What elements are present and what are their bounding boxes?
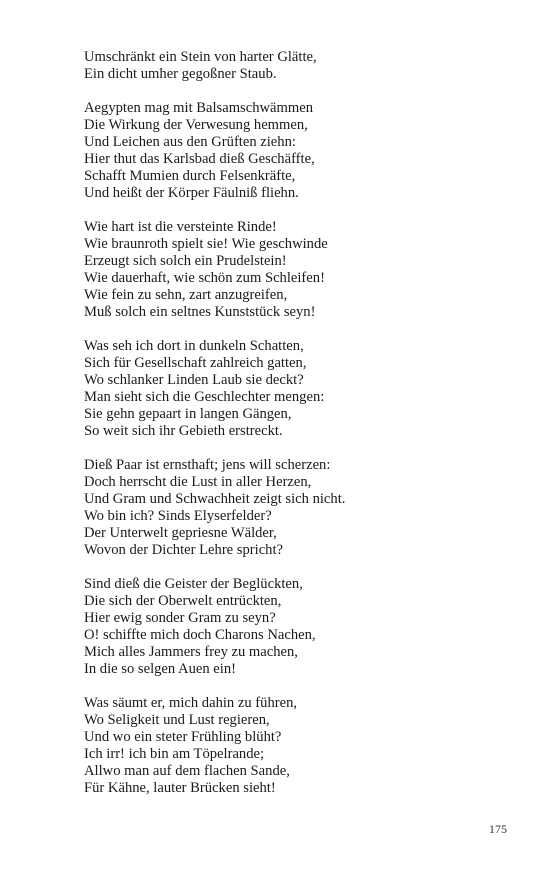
poem-line: Wo schlanker Linden Laub sie deckt?: [84, 372, 304, 388]
poem-line: Was seh ich dort in dunkeln Schatten,: [84, 338, 304, 354]
poem-line: Mich alles Jammers frey zu machen,: [84, 644, 298, 660]
poem-line: Der Unterwelt gepriesne Wälder,: [84, 525, 277, 541]
poem-line: Wie fein zu sehn, zart anzugreifen,: [84, 287, 288, 303]
poem-line: Sich für Gesellschaft zahlreich gatten,: [84, 355, 307, 371]
poem-line: Hier thut das Karlsbad dieß Geschäffte,: [84, 151, 315, 167]
stanza-4: [84, 338, 504, 440]
poem-line: Doch herrscht die Lust in aller Herzen,: [84, 474, 312, 490]
poem-line: Muß solch ein seltnes Kunststück seyn!: [84, 304, 316, 320]
poem-line: Und Leichen aus den Grüften ziehn:: [84, 134, 296, 150]
poem-line: Wie hart ist die versteinte Rinde!: [84, 219, 277, 235]
poem-line: Ein dicht umher gegoßner Staub.: [84, 66, 277, 82]
poem-line: Wovon der Dichter Lehre spricht?: [84, 542, 284, 558]
stanza-1: [84, 49, 504, 83]
stanza-2: [84, 100, 504, 202]
poem-line: Die sich der Oberwelt entrückten,: [84, 593, 282, 609]
poem-line: Die Wirkung der Verwesung hemmen,: [84, 117, 308, 133]
poem-line: Sind dieß die Geister der Beglückten,: [84, 576, 303, 592]
poem-text: [84, 49, 504, 814]
poem-line: Für Kähne, lauter Brücken sieht!: [84, 780, 276, 796]
poem-line: Und heißt der Körper Fäulniß fliehn.: [84, 185, 299, 201]
poem-line: Und Gram und Schwachheit zeigt sich nicht.: [84, 491, 346, 507]
poem-line: Allwo man auf dem flachen Sande,: [84, 763, 290, 779]
stanza-6: [84, 576, 504, 678]
stanza-5: [84, 457, 504, 559]
poem-line: Umschränkt ein Stein von harter Glätte,: [84, 49, 317, 65]
poem-line: Sie gehn gepaart in langen Gängen,: [84, 406, 292, 422]
poem-line: Erzeugt sich solch ein Prudelstein!: [84, 253, 287, 269]
poem-line: In die so selgen Auen ein!: [84, 661, 236, 677]
poem-line: So weit sich ihr Gebieth erstreckt.: [84, 423, 283, 439]
poem-line: Schafft Mumien durch Felsenkräfte,: [84, 168, 296, 184]
poem-line: Aegypten mag mit Balsamschwämmen: [84, 100, 313, 116]
poem-line: Wo bin ich? Sinds Elyserfelder?: [84, 508, 272, 524]
poem-line: Wo Seligkeit und Lust regieren,: [84, 712, 270, 728]
poem-line: Ich irr! ich bin am Töpelrande;: [84, 746, 265, 762]
poem-line: Was säumt er, mich dahin zu führen,: [84, 695, 298, 711]
poem-line: Wie braunroth spielt sie! Wie geschwinde: [84, 236, 328, 252]
poem-line: Und wo ein steter Frühling blüht?: [84, 729, 282, 745]
poem-line: O! schiffte mich doch Charons Nachen,: [84, 627, 316, 643]
poem-line: Hier ewig sonder Gram zu seyn?: [84, 610, 276, 626]
stanza-7: [84, 695, 504, 797]
poem-line: Man sieht sich die Geschlechter mengen:: [84, 389, 325, 405]
poem-line: Wie dauerhaft, wie schön zum Schleifen!: [84, 270, 325, 286]
poem-line: Dieß Paar ist ernsthaft; jens will scherzen:: [84, 457, 331, 473]
stanza-3: [84, 219, 504, 321]
page-number: 175: [489, 822, 507, 836]
